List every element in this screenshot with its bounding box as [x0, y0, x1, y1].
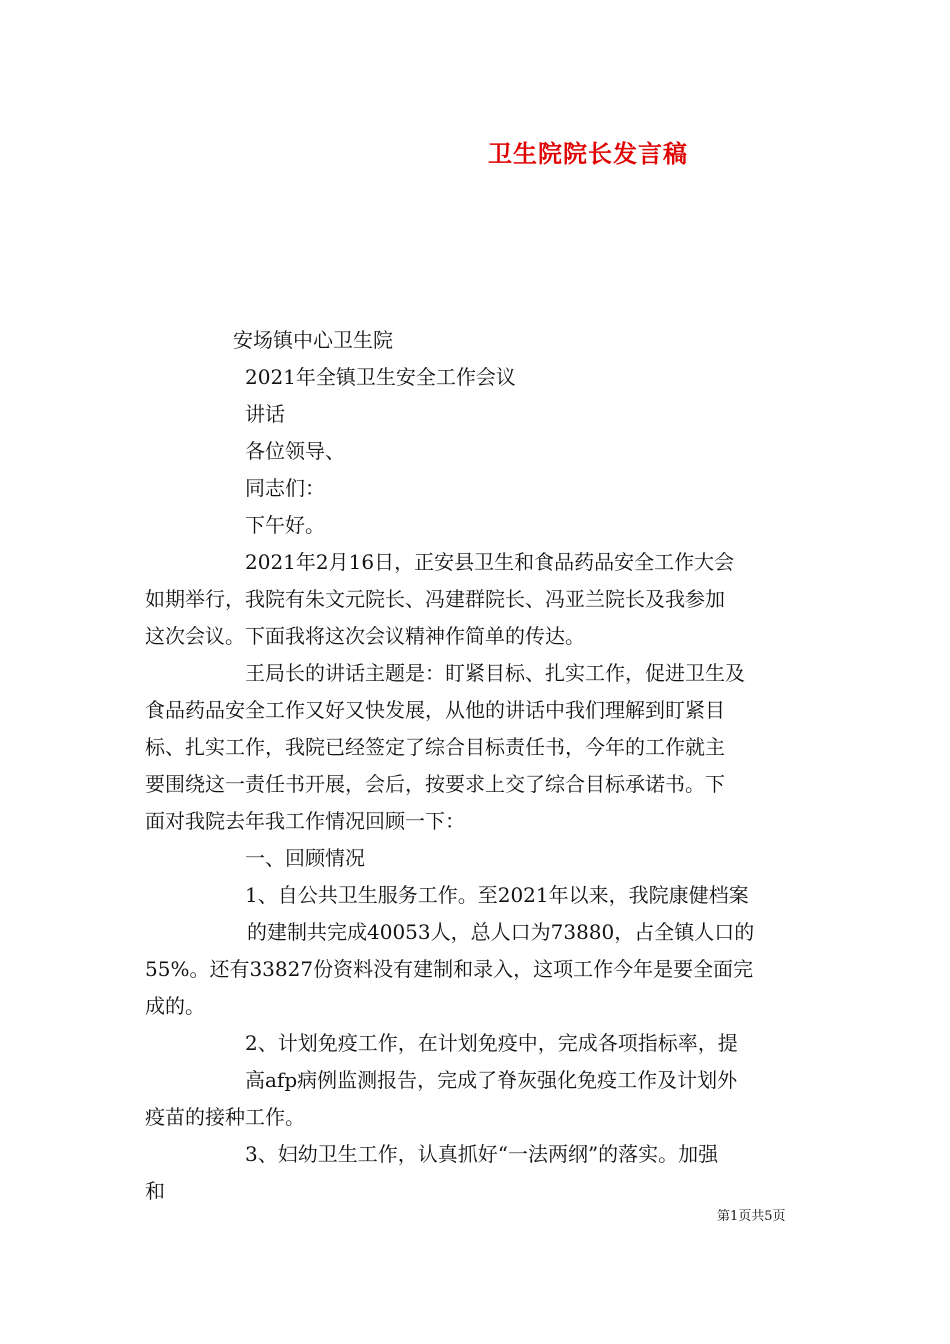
greeting-line-2: 同志们： — [245, 476, 325, 500]
greeting-line-3: 下午好。 — [245, 513, 325, 537]
body-line: 这次会议。下面我将这次会议精神作简单的传达。 — [145, 624, 585, 648]
org-name: 安场镇中心卫生院 — [233, 328, 393, 352]
body-line: 3、妇幼卫生工作，认真抓好“一法两纲”的落实。加强 — [245, 1142, 719, 1166]
body-line: 成的。 — [145, 994, 205, 1018]
page-number: 第1页共5页 — [717, 1209, 786, 1224]
body-line: 的建制共完成40053人，总人口为73880，占全镇人口的 — [247, 920, 755, 944]
body-line: 标、扎实工作，我院已经签定了综合目标责任书，今年的工作就主 — [145, 735, 725, 759]
body-line: 55%。还有33827份资料没有建制和录入，这项工作今年是要全面完 — [145, 957, 754, 981]
body-line: 2021年2月16日，正安县卫生和食品药品安全工作大会 — [245, 550, 735, 574]
body-line: 如期举行，我院有朱文元院长、冯建群院长、冯亚兰院长及我参加 — [145, 587, 725, 611]
body-line: 1、自公共卫生服务工作。至2021年以来，我院康健档案 — [245, 883, 749, 907]
body-line: 和 — [145, 1179, 165, 1203]
body-line: 高afp病例监测报告，完成了脊灰强化免疫工作及计划外 — [245, 1068, 738, 1092]
body-line: 王局长的讲话主题是：盯紧目标、扎实工作，促进卫生及 — [245, 661, 745, 685]
body-line: 2、计划免疫工作，在计划免疫中，完成各项指标率，提 — [245, 1031, 738, 1055]
section-heading: 一、回顾情况 — [245, 846, 365, 870]
meeting-name: 2021年全镇卫生安全工作会议 — [245, 365, 516, 389]
body-line: 疫苗的接种工作。 — [145, 1105, 305, 1129]
body-line: 要围绕这一责任书开展，会后，按要求上交了综合目标承诺书。下 — [145, 772, 725, 796]
speech-label: 讲话 — [245, 402, 285, 426]
body-line: 面对我院去年我工作情况回顾一下： — [145, 809, 465, 833]
greeting-line-1: 各位领导、 — [245, 439, 345, 463]
body-line: 食品药品安全工作又好又快发展，从他的讲话中我们理解到盯紧目 — [145, 698, 725, 722]
document-title: 卫生院院长发言稿 — [488, 140, 688, 168]
